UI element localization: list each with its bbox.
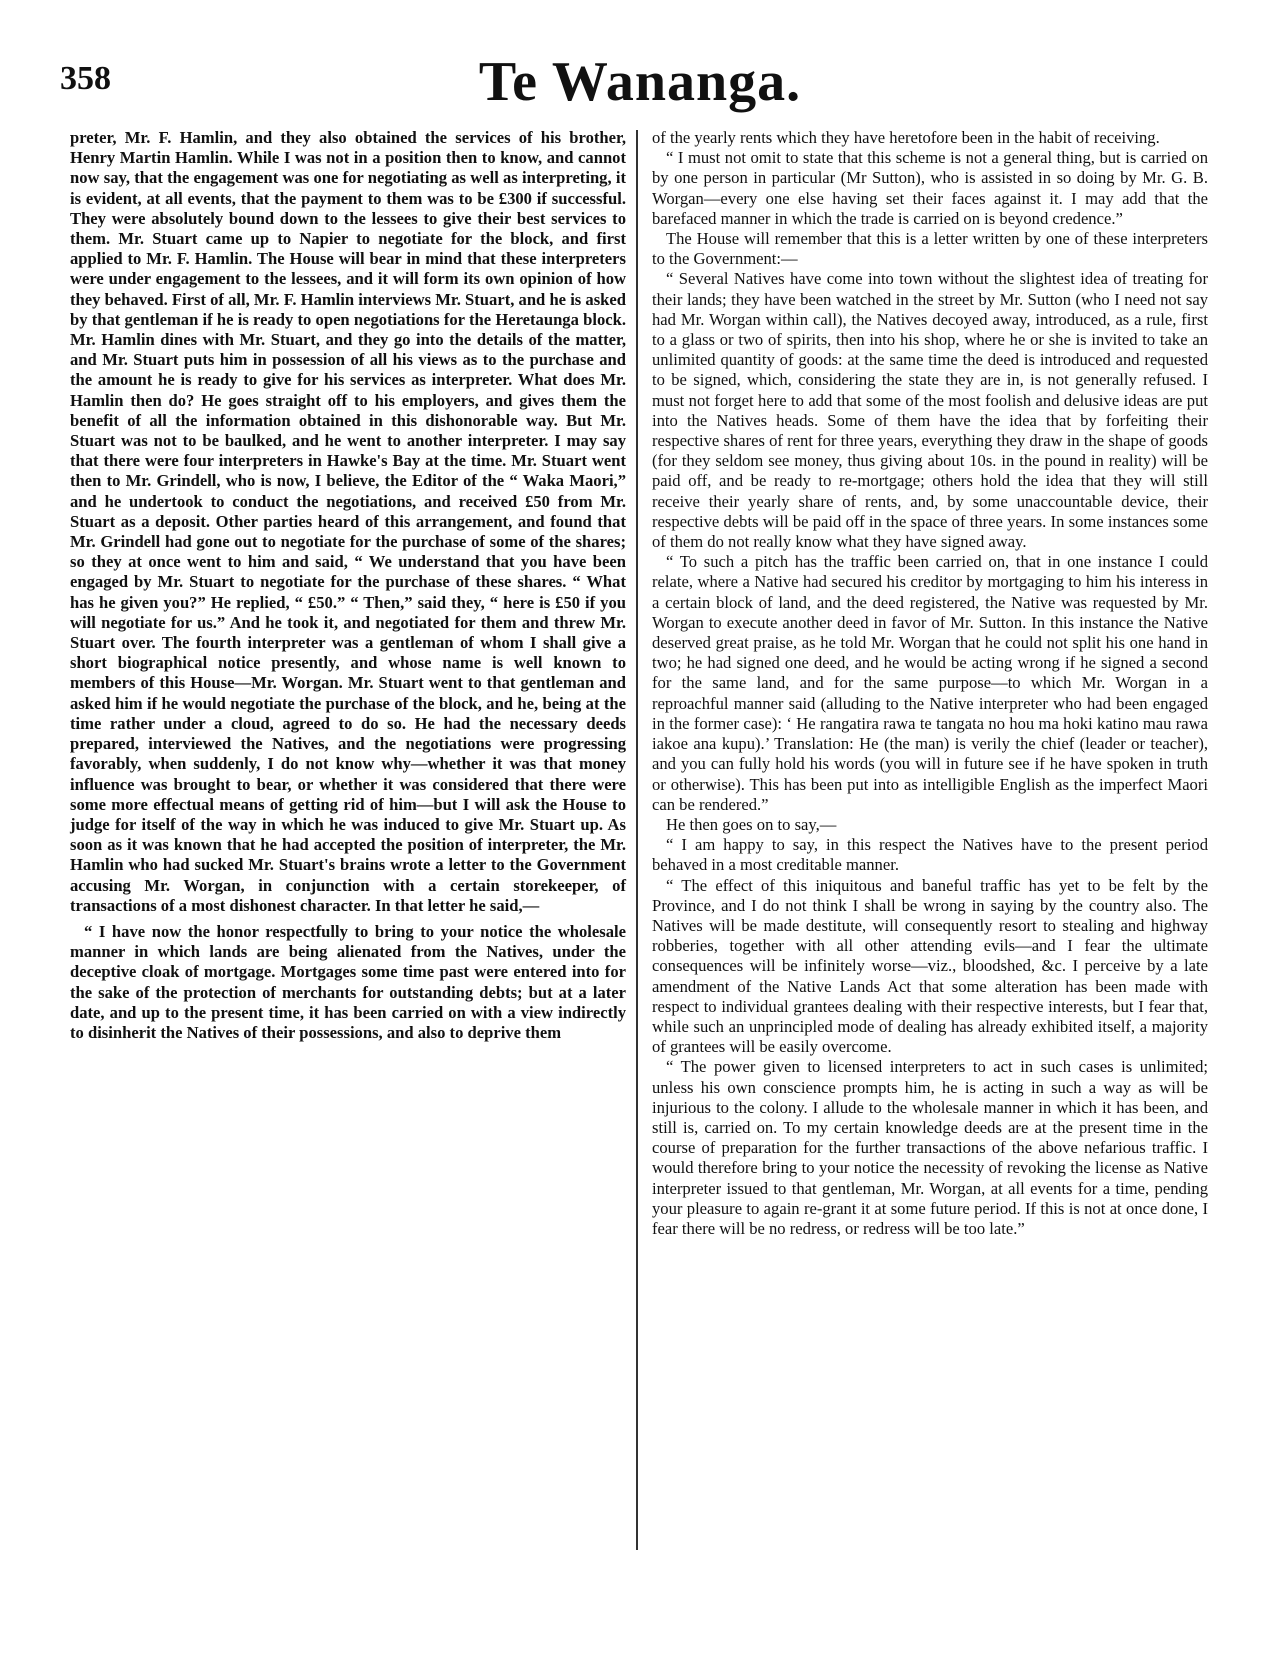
right-paragraph-5: “ To such a pitch has the traffic been carried on, that in one instance I could relate, where a Native had secured his creditor by mortgaging to him his interess in a certain block of land, and the deed registered, the Native was requested by Mr. Worgan to execute another deed in favor of Mr. Sutton. In this instance the Native deserved great praise, as he told Mr. Worgan that he could not split his one hand in two; he had signed one deed, and he would be acting wrong if he signed a second for the same land, and for the same purpose—to which Mr. Worgan in a reproachful manner said (alluding to the Native interpreter who had been engaged in the former case): ‘ He rangatira rawa te tangata no hou ma hoki katino mau rawa iakoe ana kupu).’ Translation: He (the man) is verily the chief (leader or teacher), and you can fully hold his words (you will in future see if he have spoken in truth or otherwise). This has been put into as intelligible English as the imperfect Maori can be rendered.” [652, 552, 1208, 814]
right-paragraph-2: “ I must not omit to state that this scheme is not a general thing, but is carried on by one person in particular (Mr Sutton), who is assisted in so doing by Mr. G. B. Worgan—every one else having set their faces against it. I may add that the barefaced manner in which the trade is carried on is beyond credence.” [652, 148, 1208, 228]
left-column [70, 128, 626, 1043]
right-paragraph-3: The House will remember that this is a letter written by one of these interpreters to the Government:— [652, 229, 1208, 269]
page-number: 358 [60, 60, 111, 97]
column-rule [636, 130, 638, 1550]
right-paragraph-4: “ Several Natives have come into town without the slightest idea of treating for their lands; they have been watched in the street by Mr. Sutton (who I need not say had Mr. Worgan within call), the Natives decoyed away, introduced, as a rule, first to a glass or two of spirits, then into his shop, where he or she is invited to take an unlimited quantity of goods: at the same time the deed is introduced and requested to be signed, which, considering the state they are in, is not generally refused. I must not forget here to add that some of the most foolish and delusive ideas are put into the Natives heads. Some of them have the idea that by forfeiting their respective shares of rent for three years, everything they draw in the shape of goods (for they seldom see money, thus giving about 10s. in the pound in reality) will be paid off, and be ready to re-mortgage; others hold the idea that they will still receive their yearly share of rents, and, by some unaccountable device, their respective debts will be paid off in the space of three years. In some instances some of them do not really know what they have signed away. [652, 269, 1208, 552]
right-paragraph-9: “ The power given to licensed interpreters to act in such cases is unlimited; unless his own conscience prompts him, he is acting in such a way as will be injurious to the colony. I allude to the wholesale manner in which it has been, and still is, carried on. To my certain knowledge deeds are at the present time in the course of preparation for the further transactions of the above nefarious traffic. I would therefore bring to your notice the necessity of revoking the license as Native interpreter issued to that gentleman, Mr. Worgan, at all events for a time, pending your pleasure to again re-grant it at some future period. If this is not at once done, I fear there will be no redress, or redress will be too late.” [652, 1057, 1208, 1238]
right-paragraph-8: “ The effect of this iniquitous and baneful traffic has yet to be felt by the Province, and I do not think I shall be wrong in saying by the country also. The Natives will be made destitute, will consequently resort to stealing and highway robberies, together with all other attending evils—and I fear the ultimate consequences will be infinitely worse—viz., bloodshed, &c. I perceive by a late amendment of the Native Lands Act that some alteration has been made with respect to individual grantees dealing with their respective interests, but I fear that, while such an unprincipled mode of dealing has already exhibited itself, a majority of grantees will be easily overcome. [652, 875, 1208, 1057]
right-column [652, 128, 1208, 1239]
right-paragraph-1: of the yearly rents which they have heretofore been in the habit of receiving. [652, 128, 1160, 147]
left-paragraph-quote: “ I have now the honor respectfully to bring to your notice the wholesale manner in which lands are being alienated from the Natives, under the deceptive cloak of mortgage. Mortgages some time past were entered into for the sake of the protection of merchants for outstanding debts; but at a later date, and up to the present time, it has been carried on with a view indirectly to disinherit the Natives of their possessions, and also to deprive them [70, 921, 626, 1042]
left-paragraph-1: preter, Mr. F. Hamlin, and they also obtained the services of his brother, Henry Martin Hamlin. While I was not in a position then to know, and cannot now say, that the engagement was one for negotiating as well as interpreting, it is evident, at all events, that the payment to them was to be £300 if successful. They were absolutely bound down to the lessees to give their best services to them. Mr. Stuart came up to Napier to negotiate for the block, and first applied to Mr. F. Hamlin. The House will bear in mind that these interpreters were under engagement to the lessees, and it will form its own opinion of how they behaved. First of all, Mr. F. Hamlin interviews Mr. Stuart, and he is asked by that gentleman if he is ready to open negotiations for the Heretaunga block. Mr. Hamlin dines with Mr. Stuart, and they go into the details of the matter, and Mr. Stuart puts him in possession of all his views as to the purchase and the amount he is ready to give for his services as interpreter. What does Mr. Hamlin then do? He goes straight off to his employers, and gives them the benefit of all the information obtained in this dishonorable way. But Mr. Stuart was not to be baulked, and he went to another interpreter. I may say that there were four interpreters in Hawke's Bay at the time. Mr. Stuart went then to Mr. Grindell, who is now, I believe, the Editor of the “ Waka Maori,” and he undertook to conduct the negotiations, and received £50 from Mr. Stuart as a deposit. Other parties heard of this arrangement, and found that Mr. Grindell had gone out to negotiate for the purchase of some of the shares; so they at once went to him and said, “ We understand that you have been engaged by Mr. Stuart to negotiate for the purchase of these shares. “ What has he given you?” He replied, “ £50.” “ Then,” said they, “ here is £50 if you will negotiate for us.” And he took it, and negotiated for them and threw Mr. Stuart over. The fourth interpreter was a gentleman of whom I shall give a short biographical notice presently, and whose name is well known to members of this House—Mr. Worgan. Mr. Stuart went to that gentleman and asked him if he would negotiate the purchase of the block, and he, being at the time rather under a cloud, agreed to do so. He had the necessary deeds prepared, interviewed the Natives, and the negotiations were progressing favorably, when suddenly, I do not know why—whether it was that money influence was brought to bear, or whether it was considered that there were some more effectual means of getting rid of him—but I will ask the House to judge for itself of the way in which he was induced to give Mr. Stuart up. As soon as it was known that he had accepted the position of interpreter, the Mr. Hamlin who had sucked Mr. Stuart's brains wrote a letter to the Government accusing Mr. Worgan, in conjunction with a certain storekeeper, of transactions of a most dishonest character. In that letter he said,— [70, 128, 626, 915]
right-paragraph-7: “ I am happy to say, in this respect the Natives have to the present period behaved in a most creditable manner. [652, 835, 1208, 875]
page-title: Te Wananga. [478, 51, 802, 113]
right-paragraph-6: He then goes on to say,— [666, 814, 837, 834]
